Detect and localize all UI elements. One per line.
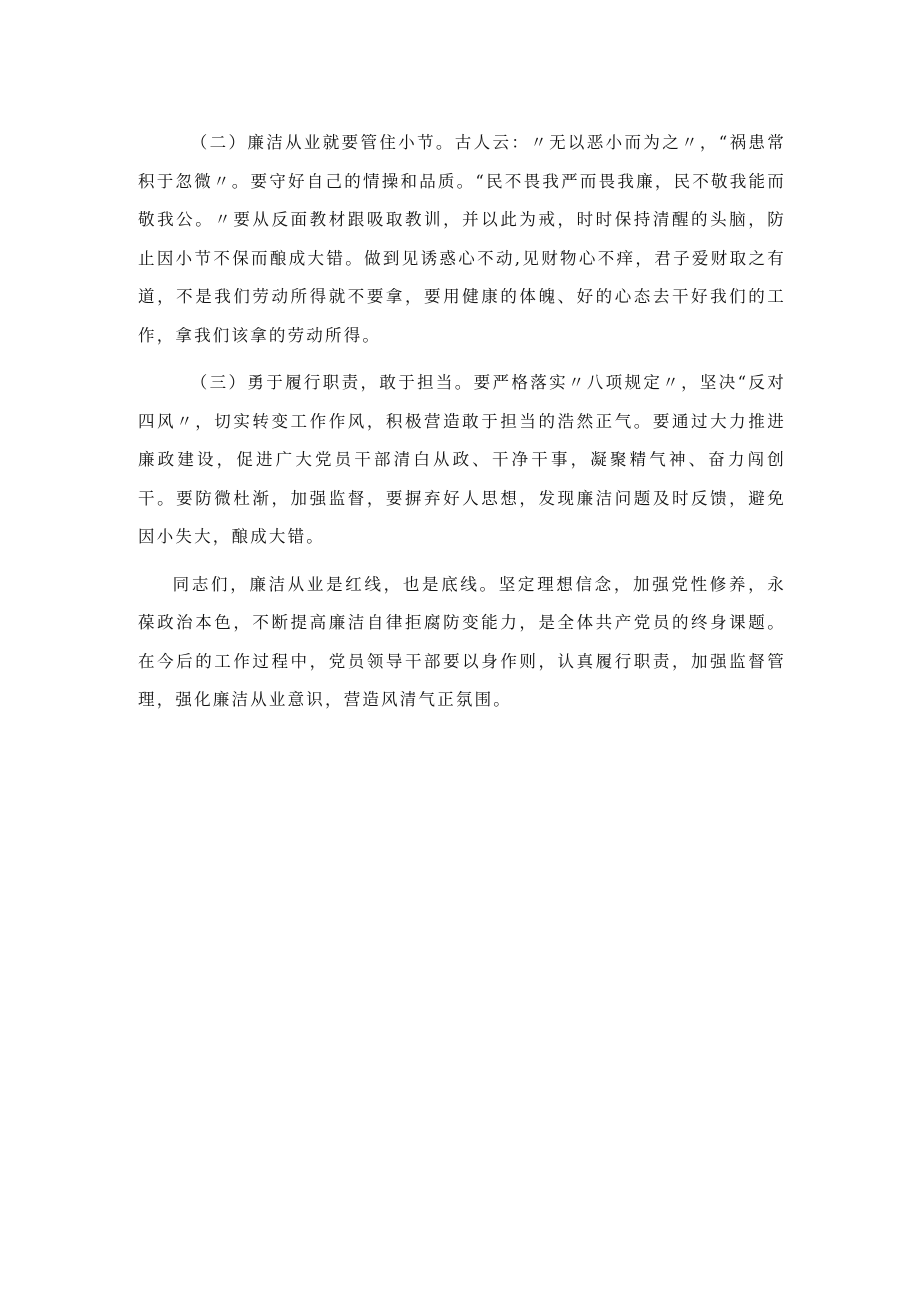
paragraph-section-two: （二）廉洁从业就要管住小节。古人云：〃无以恶小而为之〃，“祸患常积于忽微〃。要守好自己的情操和品质。“民不畏我严而畏我廉，民不敬我能而敬我公。〃要从反面教材跟吸取教训，并以此为戒，时时保持清醒的头脑，防止因小节不保而酿成大错。做到见诱惑心不动,见财物心不痒，君子爱财取之有道，不是我们劳动所得就不要拿，要用健康的体魄、好的心态去干好我们的工作，拿我们该拿的劳动所得。 xyxy=(138,133,786,345)
paragraph-conclusion: 同志们，廉洁从业是红线，也是底线。坚定理想信念，加强党性修养，永葆政治本色，不断提高廉洁自律拒腐防变能力，是全体共产党员的终身课题。在今后的工作过程中，党员领导干部要以身作则，认真履行职责，加强监督管理，强化廉洁从业意识，营造风清气正氛围。 xyxy=(138,574,786,709)
paragraph-section-three: （三）勇于履行职责，敢于担当。要严格落实〃八项规定〃，坚决“反对四风〃，切实转变工作作风，积极营造敢于担当的浩然正气。要通过大力推进廉政建设，促进广大党员干部清白从政、干净干事，凝聚精气神、奋力闯创干。要防微杜渐，加强监督，要摒弃好人思想，发现廉洁问题及时反馈，避免因小失大，酿成大错。 xyxy=(138,373,786,546)
document-body xyxy=(138,124,786,729)
